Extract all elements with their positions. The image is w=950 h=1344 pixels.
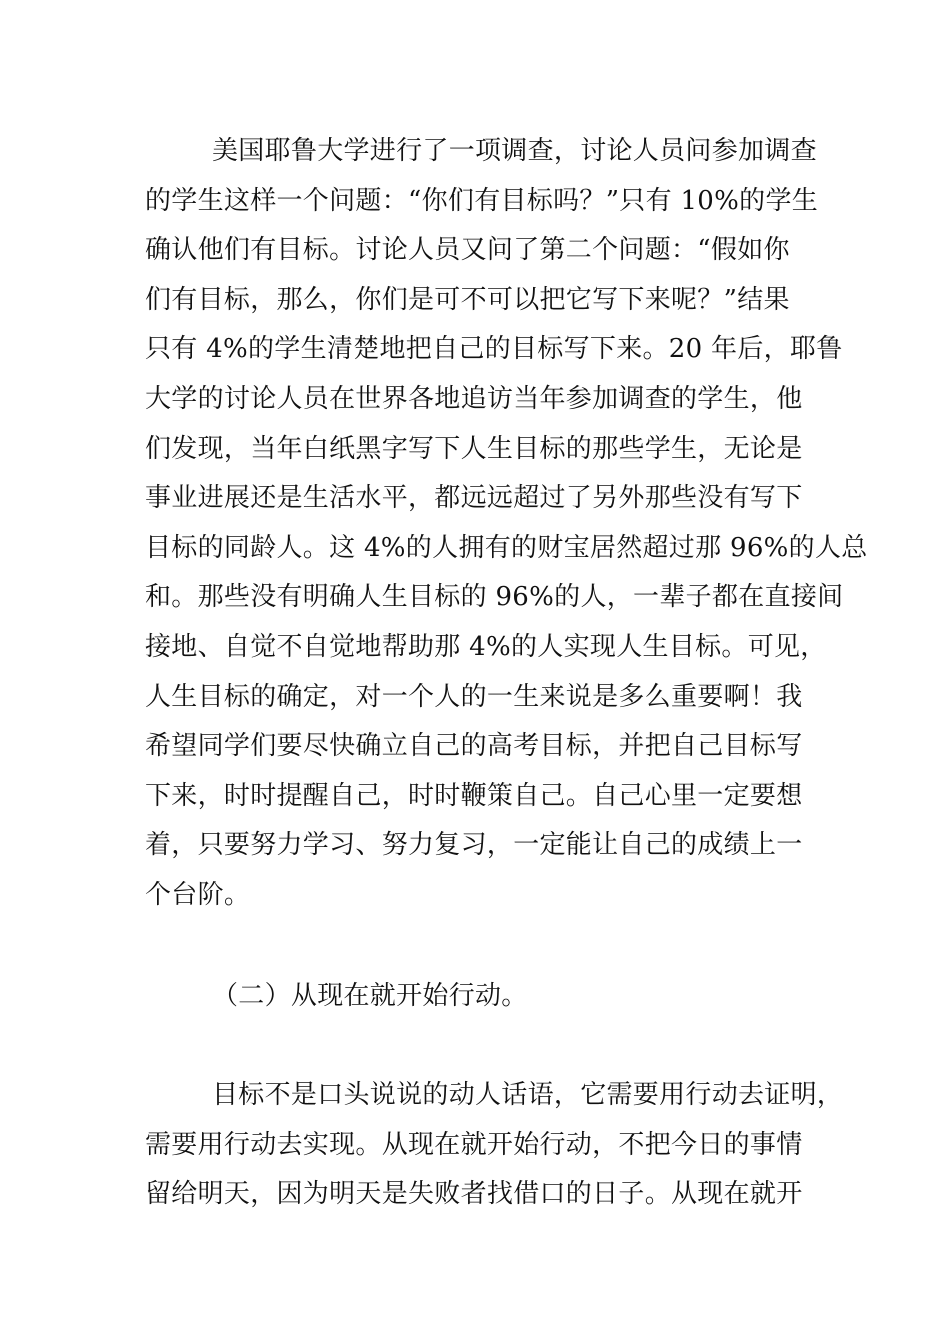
- text-line: 目标不是口头说说的动人话语，它需要用行动去证明，: [212, 1080, 844, 1110]
- text-line: 只有 4%的学生清楚地把自己的目标写下来。20 年后，耶鲁: [145, 334, 843, 365]
- text-line: 下来，时时提醒自己，时时鞭策自己。自己心里一定要想: [145, 780, 803, 811]
- text-line: 事业进展还是生活水平，都远远超过了另外那些没有写下: [145, 483, 803, 514]
- text-line: 希望同学们要尽快确立自己的高考目标，并把自己目标写: [145, 731, 803, 762]
- paragraph-take-action: [145, 1071, 844, 1220]
- text-line: 需要用行动去实现。从现在就开始行动，不把今日的事情: [145, 1129, 803, 1160]
- section-heading-text: （二）从现在就开始行动。: [212, 981, 528, 1011]
- text-line: 的学生这样一个问题：“你们有目标吗？”只有 10%的学生: [145, 185, 819, 216]
- paragraph-yale-survey: [145, 127, 868, 921]
- text-line: 美国耶鲁大学进行了一项调查，讨论人员问参加调查: [212, 136, 817, 166]
- section-heading: [145, 972, 810, 1022]
- text-line: 大学的讨论人员在世界各地追访当年参加调查的学生，他: [145, 383, 803, 414]
- text-line: 人生目标的确定，对一个人的一生来说是多么重要啊！我: [145, 681, 803, 712]
- text-line: 个台阶。: [145, 879, 251, 910]
- text-line: 和。那些没有明确人生目标的 96%的人，一辈子都在直接间: [145, 582, 844, 613]
- text-line: 确认他们有目标。讨论人员又问了第二个问题：“假如你: [145, 235, 790, 266]
- text-line: 们发现，当年白纸黑字写下人生目标的那些学生，无论是: [145, 433, 803, 464]
- text-line: 们有目标，那么，你们是可不可以把它写下来呢？”结果: [145, 284, 790, 315]
- text-line: 留给明天，因为明天是失败者找借口的日子。从现在就开: [145, 1179, 803, 1210]
- text-line: 目标的同龄人。这 4%的人拥有的财宝居然超过那 96%的人总: [145, 532, 868, 563]
- text-line: 着，只要努力学习、努力复习，一定能让自己的成绩上一: [145, 830, 803, 861]
- text-line: 接地、自觉不自觉地帮助那 4%的人实现人生目标。可见，: [145, 631, 827, 662]
